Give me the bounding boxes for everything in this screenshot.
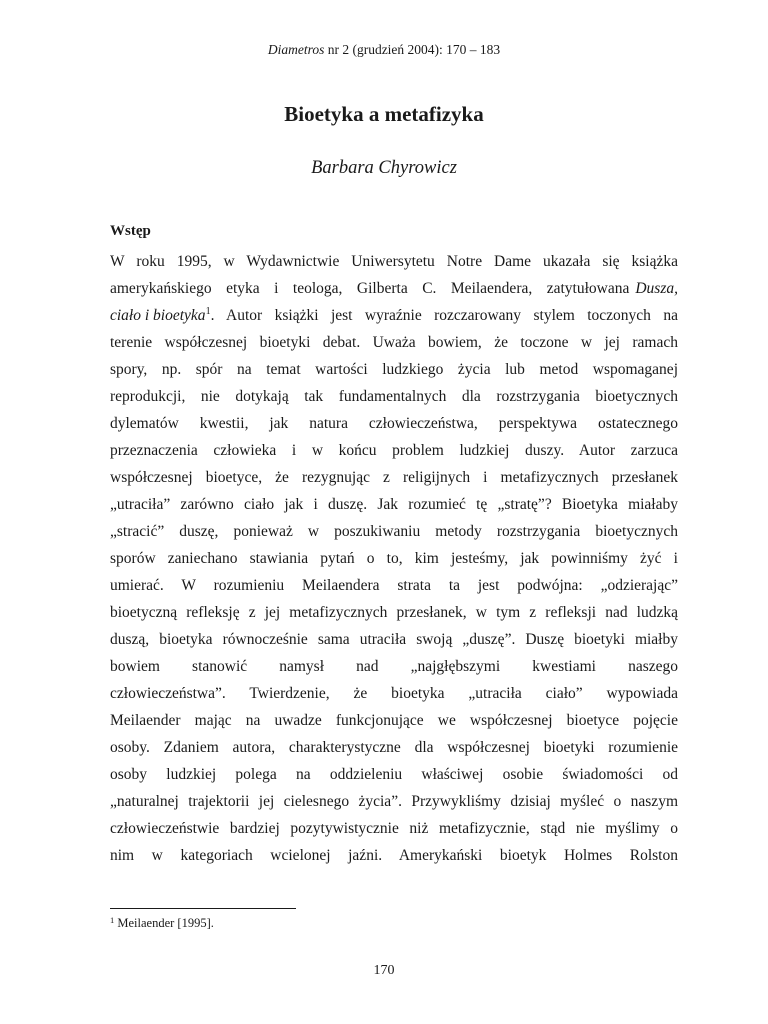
journal-header	[0, 41, 768, 59]
text-line	[110, 815, 678, 842]
article-title: Bioetyka a metafizyka	[284, 102, 484, 126]
text-line	[110, 599, 678, 626]
text-line-content: amerykańskiego etyka i teologa, Gilberta C. Meilaendera, zatytułowana	[110, 280, 630, 297]
text-line-content: przeznaczenia człowieka i w końcu problem ludzkiej duszy. Autor zarzuca	[110, 442, 678, 459]
text-line-content: człowieczeństwie bardziej pozytywistycznie niż metafizycznie, stąd nie myślimy o	[110, 820, 678, 837]
text-line-content: człowieczeństwa”. Twierdzenie, że bioetyka „utraciła ciało” wypowiada	[110, 685, 678, 702]
text-line-content: „naturalnej trajektorii jej cielesnego życia”. Przywykliśmy dzisiaj myśleć o naszym	[110, 793, 678, 810]
text-line	[110, 518, 678, 545]
text-line	[110, 707, 678, 734]
text-line-content: Meilaender mając na uwadze funkcjonujące we współczesnej bioetyce pojęcie	[110, 712, 678, 729]
text-line	[110, 491, 678, 518]
text-line-content: reprodukcji, nie dotykają tak fundamentalnych dla rozstrzygania bioetycznych	[110, 388, 678, 405]
footnote-text: Meilaender [1995].	[114, 916, 214, 930]
text-line	[110, 410, 678, 437]
book-title-italic: ciało i bioetyka	[110, 307, 206, 324]
text-line	[110, 437, 678, 464]
body-paragraph	[110, 248, 678, 869]
text-line-content: współczesnej bioetyce, że rezygnując z religijnych i metafizycznych przesłanek	[110, 469, 678, 486]
text-line	[110, 761, 678, 788]
text-line	[110, 842, 678, 869]
book-title-with-footnote	[110, 302, 211, 329]
footnote	[110, 915, 214, 931]
footnote-divider	[110, 908, 296, 909]
text-line	[110, 572, 678, 599]
text-line-content: bioetyczną refleksję z jej metafizycznych przesłanek, w tym z refleksji nad ludzką	[110, 604, 678, 621]
text-line	[110, 680, 678, 707]
text-line	[110, 248, 678, 275]
text-line-content: terenie współczesnej bioetyki debat. Uważa bowiem, że toczone w jej ramach	[110, 334, 678, 351]
text-line-content: dylematów kwestii, jak natura człowieczeństwa, perspektywa ostatecznego	[110, 415, 678, 432]
text-line	[110, 383, 678, 410]
text-line	[110, 545, 678, 572]
text-line-content: umierać. W rozumieniu Meilaendera strata ta jest podwójna: „odzierając”	[110, 577, 678, 594]
text-line-content: „stracić” duszę, ponieważ w poszukiwaniu metody rozstrzygania bioetycznych	[110, 523, 678, 540]
article-author: Barbara Chyrowicz	[311, 158, 457, 178]
text-line-content: osoby ludzkiej polega na oddzieleniu właściwej osobie świadomości od	[110, 766, 678, 783]
footnote-reference: 1	[205, 306, 211, 317]
text-line-content: bowiem stanowić namysł nad „najgłębszymi kwestiami naszego	[110, 658, 678, 675]
text-line-content: nim w kategoriach wcielonej jaźni. Amerykański bioetyk Holmes Rolston	[110, 847, 678, 864]
journal-name: Diametros	[267, 42, 325, 57]
footnote-marker: 1	[110, 915, 115, 925]
text-line-content: spory, np. spór na temat wartości ludzkiego życia lub metod wspomaganej	[110, 361, 678, 378]
text-line	[110, 275, 678, 302]
text-line-content: W roku 1995, w Wydawnictwie Uniwersytetu Notre Dame ukazała się książka	[110, 253, 678, 270]
text-line-rest: . Autor książki jest wyraźnie rozczarowany stylem toczonych na	[210, 307, 678, 324]
text-line	[110, 302, 678, 329]
text-line	[110, 329, 678, 356]
text-line	[110, 788, 678, 815]
journal-issue: nr 2 (grudzień 2004): 170 – 183	[327, 42, 501, 57]
text-line-content: osoby. Zdaniem autora, charakterystyczne dla współczesnej bioetyki rozumienie	[110, 739, 678, 756]
book-title-italic: Dusza,	[635, 280, 678, 297]
section-heading: Wstęp	[110, 223, 151, 239]
page-number: 170	[373, 963, 395, 978]
text-line-content: sporów zaniechano stawiania pytań o to, kim jesteśmy, jak powinniśmy żyć i	[110, 550, 678, 567]
text-line-content: „utraciła” zarówno ciało jak i duszę. Jak rozumieć tę „stratę”? Bioetyka miałaby	[110, 496, 678, 513]
text-line	[110, 653, 678, 680]
text-line	[110, 356, 678, 383]
text-line	[110, 734, 678, 761]
text-line-content: duszą, bioetyka równocześnie sama utraciła swoją „duszę”. Duszę bioetyki miałby	[110, 631, 678, 648]
text-line	[110, 626, 678, 653]
text-line	[110, 464, 678, 491]
